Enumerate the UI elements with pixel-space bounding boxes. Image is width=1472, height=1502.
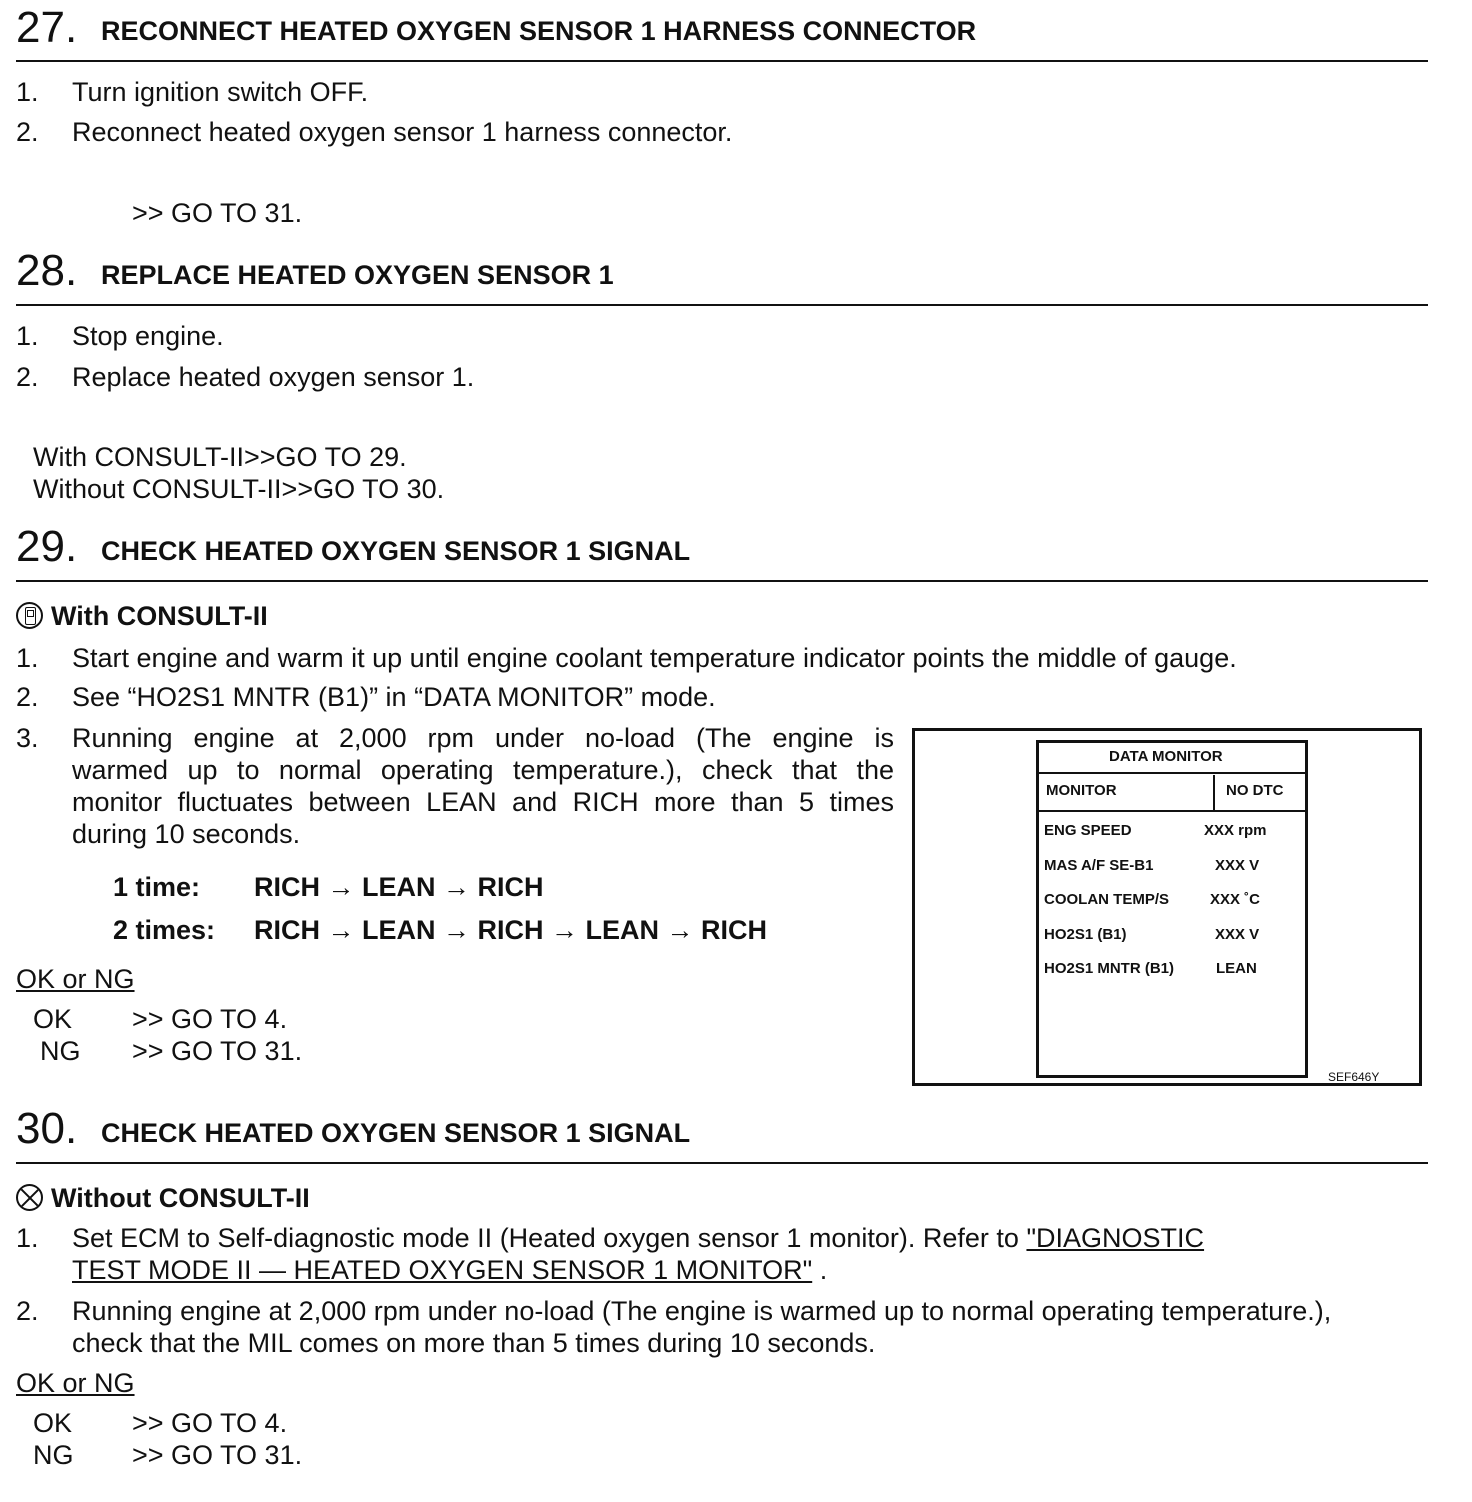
divider bbox=[16, 1162, 1428, 1164]
consult-tool-icon bbox=[16, 602, 43, 629]
list-item-text: Set ECM to Self-diagnostic mode II (Heated oxygen sensor 1 monitor). Refer to bbox=[72, 1223, 1027, 1253]
screen-column-header: MONITOR bbox=[1046, 782, 1117, 799]
list-item: Stop engine. bbox=[72, 321, 224, 351]
subheading-text: With CONSULT-II bbox=[51, 601, 268, 631]
branch-instruction: Without CONSULT-II>>GO TO 30. bbox=[33, 474, 445, 504]
step-number: 27. bbox=[16, 3, 78, 52]
subheading bbox=[16, 600, 268, 632]
list-number: 1. bbox=[16, 321, 39, 351]
screen-divider bbox=[1039, 810, 1305, 812]
monitor-value: XXX ˚C bbox=[1210, 891, 1261, 908]
list-item-line: warmed up to normal operating temperature.), check that the bbox=[72, 755, 894, 785]
result-heading: OK or NG bbox=[16, 1368, 135, 1398]
monitor-value: XXX V bbox=[1215, 926, 1260, 943]
figure-code: SEF646Y bbox=[1328, 1070, 1380, 1084]
result-heading: OK or NG bbox=[16, 964, 135, 994]
result-action: >> GO TO 31. bbox=[132, 1440, 303, 1470]
list-number: 1. bbox=[16, 1223, 39, 1253]
no-consult-icon bbox=[16, 1184, 43, 1211]
result-code: OK bbox=[33, 1408, 73, 1438]
cycle-sequence: RICH → LEAN → RICH bbox=[254, 872, 544, 902]
divider bbox=[16, 304, 1428, 306]
result-code: NG bbox=[40, 1036, 81, 1066]
cycle-sequence: RICH → LEAN → RICH → LEAN → RICH bbox=[254, 915, 767, 945]
list-number: 1. bbox=[16, 77, 39, 107]
list-item-line: check that the MIL comes on more than 5 times during 10 seconds. bbox=[72, 1328, 876, 1358]
screen-divider bbox=[1039, 772, 1305, 774]
step-title: RECONNECT HEATED OXYGEN SENSOR 1 HARNESS CONNECTOR bbox=[101, 16, 977, 46]
step-number: 29. bbox=[16, 522, 78, 571]
list-item-line: Running engine at 2,000 rpm under no-load (The engine is bbox=[72, 723, 894, 753]
list-number: 2. bbox=[16, 682, 39, 712]
reference-link[interactable]: "DIAGNOSTIC bbox=[1026, 1223, 1205, 1253]
screen-column-header: NO DTC bbox=[1226, 782, 1284, 799]
result-action: >> GO TO 4. bbox=[132, 1408, 288, 1438]
list-number: 2. bbox=[16, 117, 39, 147]
monitor-item: ENG SPEED bbox=[1044, 822, 1132, 839]
list-item: Replace heated oxygen sensor 1. bbox=[72, 362, 475, 392]
step-number: 30. bbox=[16, 1104, 78, 1153]
result-action: >> GO TO 4. bbox=[132, 1004, 288, 1034]
monitor-value: XXX V bbox=[1215, 857, 1260, 874]
result-code: NG bbox=[33, 1440, 74, 1470]
screen-column-divider bbox=[1213, 775, 1215, 812]
monitor-item: HO2S1 MNTR (B1) bbox=[1044, 960, 1175, 977]
cycle-label: 2 times: bbox=[113, 915, 216, 945]
subheading-text: Without CONSULT-II bbox=[51, 1183, 310, 1213]
step-title: REPLACE HEATED OXYGEN SENSOR 1 bbox=[101, 260, 614, 290]
list-item-line bbox=[72, 1254, 827, 1286]
list-item-line: during 10 seconds. bbox=[72, 819, 301, 849]
subheading bbox=[16, 1182, 310, 1214]
monitor-item: MAS A/F SE-B1 bbox=[1044, 857, 1154, 874]
monitor-item: COOLAN TEMP/S bbox=[1044, 891, 1170, 908]
branch-instruction: With CONSULT-II>>GO TO 29. bbox=[33, 442, 407, 472]
list-item: See “HO2S1 MNTR (B1)” in “DATA MONITOR” mode. bbox=[72, 682, 716, 712]
step-title: CHECK HEATED OXYGEN SENSOR 1 SIGNAL bbox=[101, 536, 691, 566]
list-number: 2. bbox=[16, 1296, 39, 1326]
list-item: Reconnect heated oxygen sensor 1 harness connector. bbox=[72, 117, 733, 147]
list-item-text: . bbox=[812, 1255, 828, 1285]
list-number: 3. bbox=[16, 723, 39, 753]
monitor-value: LEAN bbox=[1216, 960, 1257, 977]
list-number: 1. bbox=[16, 643, 39, 673]
step-number: 28. bbox=[16, 246, 78, 295]
list-number: 2. bbox=[16, 362, 39, 392]
screen-title: DATA MONITOR bbox=[1109, 748, 1223, 765]
list-item: Turn ignition switch OFF. bbox=[72, 77, 369, 107]
list-item: Start engine and warm it up until engine coolant temperature indicator points the middle of gauge. bbox=[72, 643, 1237, 673]
monitor-item: HO2S1 (B1) bbox=[1044, 926, 1127, 943]
divider bbox=[16, 60, 1428, 62]
divider bbox=[16, 580, 1428, 582]
monitor-value: XXX rpm bbox=[1204, 822, 1267, 839]
cycle-label: 1 time: bbox=[113, 872, 201, 902]
result-code: OK bbox=[33, 1004, 73, 1034]
step-title: CHECK HEATED OXYGEN SENSOR 1 SIGNAL bbox=[101, 1118, 691, 1148]
goto-instruction: >> GO TO 31. bbox=[132, 198, 303, 228]
list-item-line bbox=[72, 1222, 1204, 1254]
list-item-line: Running engine at 2,000 rpm under no-load (The engine is warmed up to normal operating temperature.), bbox=[72, 1296, 1332, 1326]
reference-link[interactable]: TEST MODE II — HEATED OXYGEN SENSOR 1 MONITOR" bbox=[72, 1255, 813, 1285]
result-action: >> GO TO 31. bbox=[132, 1036, 303, 1066]
list-item-line: monitor fluctuates between LEAN and RICH more than 5 times bbox=[72, 787, 894, 817]
